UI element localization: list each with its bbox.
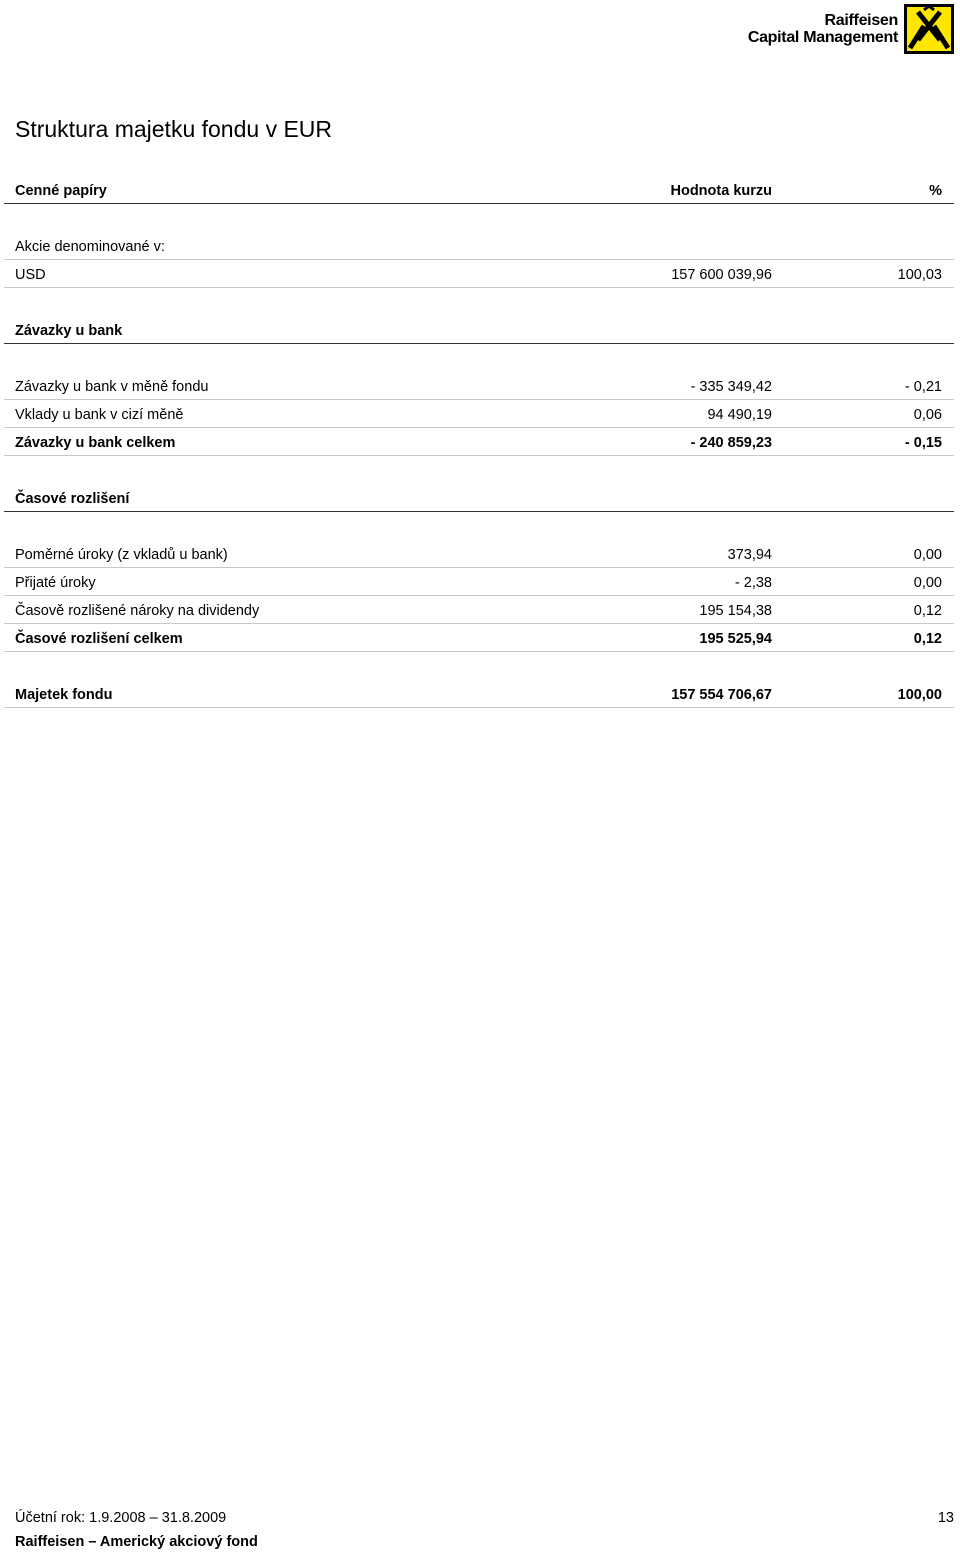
header-percent: %: [929, 183, 942, 199]
row-label: USD: [15, 267, 46, 283]
row-label: Vklady u bank v cizí měně: [15, 407, 184, 423]
section-heading: Závazky u bank: [15, 323, 123, 339]
spacer: [4, 512, 954, 540]
row-label: Časově rozlišené nároky na dividendy: [15, 603, 260, 619]
page-title: Struktura majetku fondu v EUR: [15, 116, 333, 142]
row-label: Přijaté úroky: [15, 575, 96, 591]
row-value: - 2,38: [734, 575, 772, 591]
header-securities: Cenné papíry: [15, 183, 107, 199]
fiscal-period: Účetní rok: 1.9.2008 – 31.8.2009: [15, 1510, 227, 1526]
table-row: [4, 260, 954, 288]
row-label: Závazky u bank v měně fondu: [15, 379, 209, 395]
row-value: 94 490,19: [707, 407, 772, 423]
row-value: - 335 349,42: [690, 379, 772, 395]
row-label: Poměrné úroky (z vkladů u bank): [15, 547, 228, 563]
row-value: - 240 859,23: [690, 435, 772, 451]
row-label: Akcie denominované v:: [15, 239, 165, 255]
asset-structure-table: [4, 176, 954, 708]
section-heading-accruals: [4, 484, 954, 512]
section-heading-bank: [4, 316, 954, 344]
page-number: 13: [937, 1510, 954, 1526]
bank-total-row: [4, 428, 954, 456]
row-percent: 0,12: [913, 603, 942, 619]
table-row: [4, 400, 954, 428]
row-percent: 100,00: [897, 687, 942, 703]
logo-text: [748, 12, 898, 46]
row-label: Majetek fondu: [15, 687, 113, 703]
spacer: [4, 652, 954, 680]
row-percent: - 0,21: [904, 379, 942, 395]
spacer: [4, 344, 954, 372]
fund-name: Raiffeisen – Americký akciový fond: [15, 1534, 258, 1550]
accruals-total-row: [4, 624, 954, 652]
spacer: [4, 456, 954, 484]
row-value: 157 554 706,67: [671, 687, 772, 703]
table-row: [4, 540, 954, 568]
row-percent: 0,00: [913, 575, 942, 591]
header-value: Hodnota kurzu: [670, 183, 772, 199]
row-percent: 100,03: [897, 267, 942, 283]
logo-line-1: Raiffeisen: [824, 12, 898, 29]
row-value: 195 525,94: [699, 631, 772, 647]
fund-total-row: [4, 680, 954, 708]
spacer: [4, 288, 954, 316]
section-heading: Časové rozlišení: [15, 491, 130, 507]
raiffeisen-gable-cross-icon: [904, 4, 954, 54]
logo-line-2: Capital Management: [747, 29, 898, 46]
row-percent: - 0,15: [904, 435, 942, 451]
securities-group-label: [4, 232, 954, 260]
table-row: [4, 568, 954, 596]
spacer: [4, 204, 954, 232]
row-value: 157 600 039,96: [671, 267, 772, 283]
table-header: [4, 176, 954, 204]
table-row: [4, 372, 954, 400]
table-row: [4, 596, 954, 624]
row-percent: 0,06: [913, 407, 942, 423]
raiffeisen-logo: [748, 4, 954, 54]
row-value: 373,94: [727, 547, 772, 563]
row-value: 195 154,38: [699, 603, 772, 619]
row-percent: 0,00: [913, 547, 942, 563]
row-label: Časové rozlišení celkem: [15, 631, 183, 647]
row-label: Závazky u bank celkem: [15, 435, 176, 451]
row-percent: 0,12: [913, 631, 942, 647]
